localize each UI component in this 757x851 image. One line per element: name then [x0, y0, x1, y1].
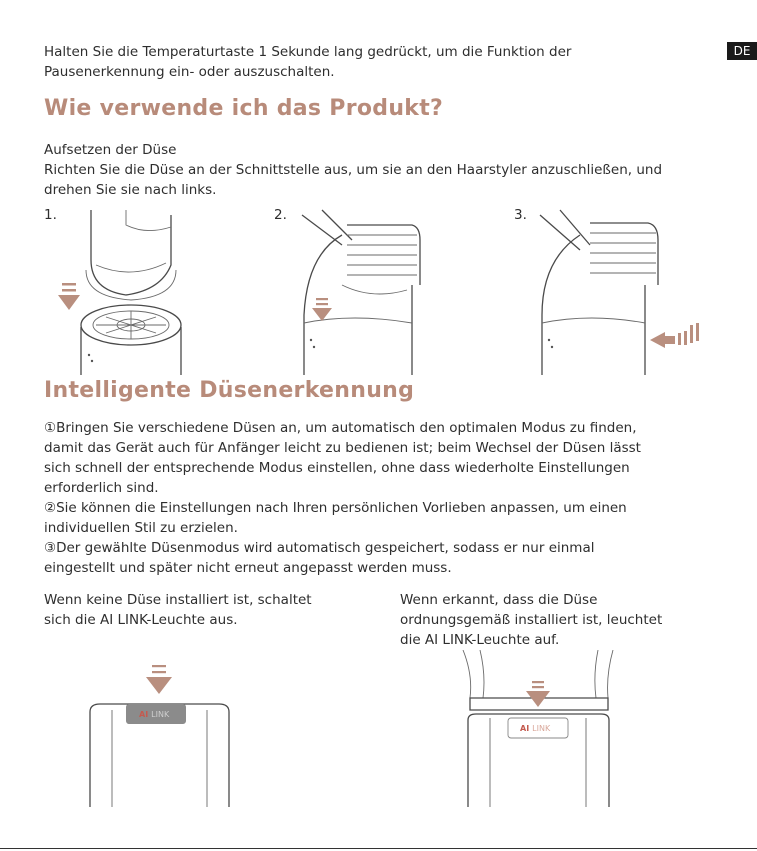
step-number-2: 2.	[274, 207, 287, 223]
detection-p1-line-1: ①Bringen Sie verschiedene Düsen an, um automatisch den optimalen Modus zu finden,	[44, 420, 637, 436]
ai-link-badge	[139, 710, 170, 719]
step-1-illustration	[56, 205, 206, 375]
intro-line-1: Halten Sie die Temperaturtaste 1 Sekunde lang gedrückt, um die Funktion der	[44, 44, 572, 60]
nozzle-installed-line-3: die AI LINK-Leuchte auf.	[400, 632, 560, 648]
section-title-nozzle-detection: Intelligente Düsenerkennung	[44, 378, 415, 403]
ai-link-badge-lit	[520, 724, 551, 733]
no-nozzle-line-2: sich die AI LINK-Leuchte aus.	[44, 612, 238, 628]
step-number-3: 3.	[514, 207, 527, 223]
detection-p3-line-2: eingestellt und später nicht erneut angepasst werden muss.	[44, 560, 452, 576]
detection-p1-line-3: sich schnell der entsprechende Modus einstellen, ohne dass wiederholte Einstellungen	[44, 460, 630, 476]
down-arrow-icon	[146, 665, 172, 694]
detection-p2-line-2: individuellen Stil zu erzielen.	[44, 520, 238, 536]
attach-instruction-line-1: Richten Sie die Düse an der Schnittstelle aus, um sie an den Haarstyler anzuschließen, und	[44, 162, 663, 178]
left-arrow-icon	[650, 323, 699, 348]
down-arrow-icon	[526, 681, 550, 707]
step-2-illustration	[292, 205, 432, 375]
nozzle-installed-line-2: ordnungsgemäß installiert ist, leuchtet	[400, 612, 663, 628]
down-arrow-icon	[58, 283, 80, 310]
detection-p1-line-4: erforderlich sind.	[44, 480, 159, 496]
intro-line-2: Pausenerkennung ein- oder auszuschalten.	[44, 64, 335, 80]
nozzle-installed-line-1: Wenn erkannt, dass die Düse	[400, 592, 598, 608]
section-title-usage: Wie verwende ich das Produkt?	[44, 96, 444, 121]
device-light-off-illustration	[82, 662, 237, 807]
step-number-1: 1.	[44, 207, 57, 223]
ai-link-badge-lit-link: LINK	[532, 724, 551, 733]
step-3-illustration	[530, 205, 710, 375]
down-arrow-icon	[312, 298, 332, 321]
ai-link-badge-ai: AI	[139, 710, 149, 719]
detection-p1-line-2: damit das Gerät auch für Anfänger leicht zu bedienen ist; beim Wechsel der Düsen lässt	[44, 440, 641, 456]
subheading-attach-nozzle: Aufsetzen der Düse	[44, 142, 177, 158]
bottom-rule	[0, 848, 757, 849]
ai-link-badge-link: LINK	[151, 710, 170, 719]
device-light-on-illustration	[458, 650, 623, 807]
attach-instruction-line-2: drehen Sie sie nach links.	[44, 182, 217, 198]
language-badge: DE	[727, 42, 757, 60]
no-nozzle-line-1: Wenn keine Düse installiert ist, schaltet	[44, 592, 312, 608]
detection-p2-line-1: ②Sie können die Einstellungen nach Ihren persönlichen Vorlieben anpassen, um einen	[44, 500, 627, 516]
detection-p3-line-1: ③Der gewählte Düsenmodus wird automatisch gespeichert, sodass er nur einmal	[44, 540, 595, 556]
ai-link-badge-lit-ai: AI	[520, 724, 530, 733]
